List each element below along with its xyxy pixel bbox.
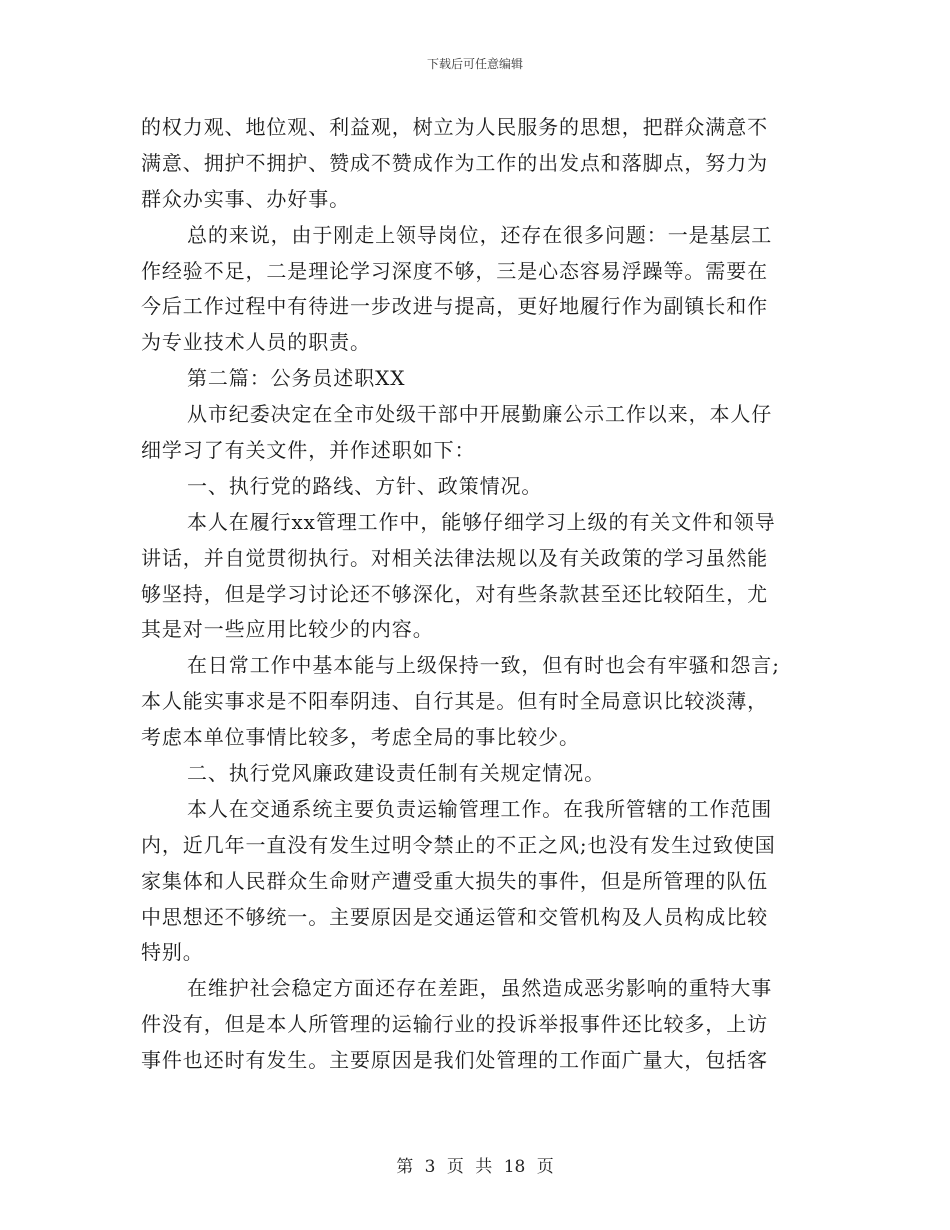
text-line: 在维护社会稳定方面还存在差距，虽然造成恶劣影响的重特大事 [187,976,773,1001]
text-line: 本人在履行xx管理工作中，能够仔细学习上级的有关文件和领导 [187,509,776,534]
text-line: 从市纪委决定在全市处级干部中开展勤廉公示工作以来，本人仔 [187,402,773,427]
text-line: 一、执行党的路线、方针、政策情况。 [187,473,543,498]
page-number-footer: 第 3 页 共 18 页 [396,1157,554,1177]
text-line: 第二篇：公务员述职XX [187,366,406,391]
document-body [141,110,811,1079]
text-line: 满意、拥护不拥护、赞成不赞成作为工作的出发点和落脚点，努力为 [141,150,768,175]
text-line: 本人能实事求是不阳奉阴违、自行其是。但有时全局意识比较淡薄， [141,689,768,714]
text-line: 细学习了有关文件，并作述职如下： [141,438,476,463]
text-line: 事件也还时有发生。主要原因是我们处管理的工作面广量大，包括客 [141,1048,768,1073]
text-line: 为专业技术人员的职责。 [141,330,371,355]
text-line: 其是对一些应用比较少的内容。 [141,617,434,642]
text-line: 今后工作过程中有待进一步改进与提高，更好地履行作为副镇长和作 [141,294,768,319]
text-line: 件没有，但是本人所管理的运输行业的投诉举报事件还比较多，上访 [141,1012,768,1037]
text-line: 考虑本单位事情比较多，考虑全局的事比较少。 [141,725,580,750]
text-line: 本人在交通系统主要负责运输管理工作。在我所管辖的工作范围 [187,796,773,821]
text-line: 作经验不足，二是理论学习深度不够，三是心态容易浮躁等。需要在 [141,258,768,283]
text-line: 内，近几年一直没有发生过明令禁止的不正之风;也没有发生过致使国 [141,832,776,857]
text-line: 总的来说，由于刚走上领导岗位，还存在很多问题：一是基层工 [187,222,773,247]
text-line: 家集体和人民群众生命财产遭受重大损失的事件，但是所管理的队伍 [141,868,768,893]
page-header: 下载后可任意编辑 [426,57,523,71]
text-line: 够坚持，但是学习讨论还不够深化，对有些条款甚至还比较陌生，尤 [141,581,768,606]
text-line: 二、执行党风廉政建设责任制有关规定情况。 [187,761,605,786]
text-line: 中思想还不够统一。主要原因是交通运管和交管机构及人员构成比较 [141,904,768,929]
text-line: 的权力观、地位观、利益观，树立为人民服务的思想，把群众满意不 [141,115,768,139]
text-line: 讲话，并自觉贯彻执行。对相关法律法规以及有关政策的学习虽然能 [141,545,768,570]
text-line: 特别。 [141,940,204,965]
text-line: 群众办实事、办好事。 [141,186,350,211]
text-line: 在日常工作中基本能与上级保持一致，但有时也会有牢骚和怨言; [187,653,780,678]
